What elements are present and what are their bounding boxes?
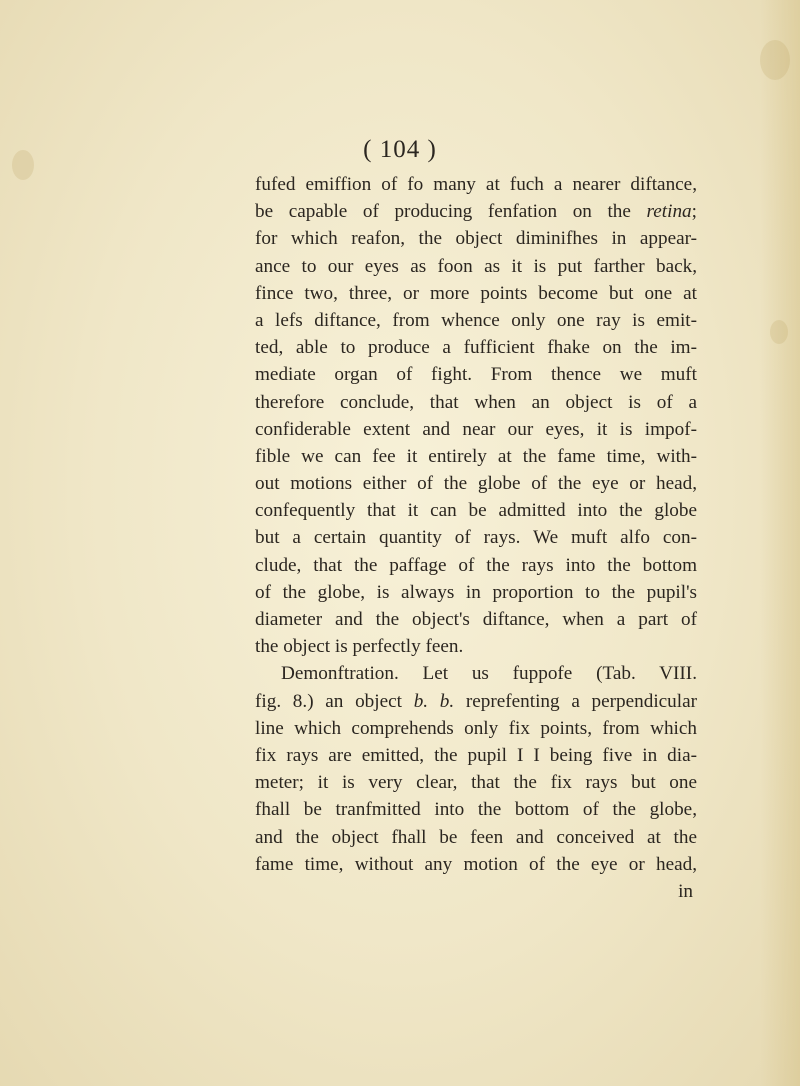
paper-stain <box>760 40 790 80</box>
italic-word: retina <box>646 201 692 223</box>
text-line-part: fig. 8.) an object <box>255 690 414 712</box>
text-line: confequently that it can be admitted into the globe <box>255 500 697 522</box>
text-line: clude, that the paffage of the rays into the bottom <box>255 554 697 576</box>
text-line: mediate organ of fight. From thence we muft <box>255 364 697 386</box>
text-line-part: be capable of producing fenfation on the <box>255 201 647 223</box>
text-line: but a certain quantity of rays. We muft alfo con- <box>255 527 697 549</box>
text-line: the object is perfectly feen. <box>255 636 464 658</box>
text-line <box>255 198 697 225</box>
text-line: ted, able to produce a fufficient fhake on the im- <box>255 337 697 359</box>
text-line: confiderable extent and near our eyes, it is impof- <box>255 418 697 440</box>
paper-stain <box>770 320 788 344</box>
text-line: out motions either of the globe of the eye or head, <box>255 473 697 495</box>
text-line: line which comprehends only fix points, from which <box>255 717 697 739</box>
text-line: of the globe, is always in proportion to the pupil's <box>255 581 697 603</box>
text-line: fix rays are emitted, the pupil I I being five in dia- <box>255 744 697 766</box>
page-number: ( 104 ) <box>363 136 437 163</box>
text-line: ance to our eyes as foon as it is put farther back, <box>255 255 697 277</box>
text-line: fufed emiffion of fo many at fuch a nearer diftance, <box>255 174 697 195</box>
text-line: a lefs diftance, from whence only one ray is emit- <box>255 309 697 331</box>
text-line: meter; it is very clear, that the fix rays but one <box>255 772 697 794</box>
text-line-part: ; <box>691 201 697 223</box>
italic-word: b. b. <box>413 690 455 712</box>
text-line: fible we can fee it entirely at the fame time, with- <box>255 445 697 467</box>
text-line <box>255 688 697 715</box>
text-line: fince two, three, or more points become but one at <box>255 282 697 304</box>
body-text <box>255 171 697 905</box>
text-line: Demonftration. Let us fuppofe (Tab. VIII. <box>281 663 697 685</box>
text-line: fhall be tranfmitted into the bottom of the globe, <box>255 799 697 821</box>
catchword: in <box>678 880 693 902</box>
text-line: for which reafon, the object diminifhes in appear- <box>255 228 697 250</box>
text-line: fame time, without any motion of the eye or head, <box>255 853 697 875</box>
text-line: therefore conclude, that when an object is of a <box>255 391 697 413</box>
text-line: and the object fhall be feen and conceived at the <box>255 826 697 848</box>
text-line: diameter and the object's diftance, when a part of <box>255 609 697 630</box>
text-line-part: reprefenting a perpendicular <box>454 690 698 712</box>
